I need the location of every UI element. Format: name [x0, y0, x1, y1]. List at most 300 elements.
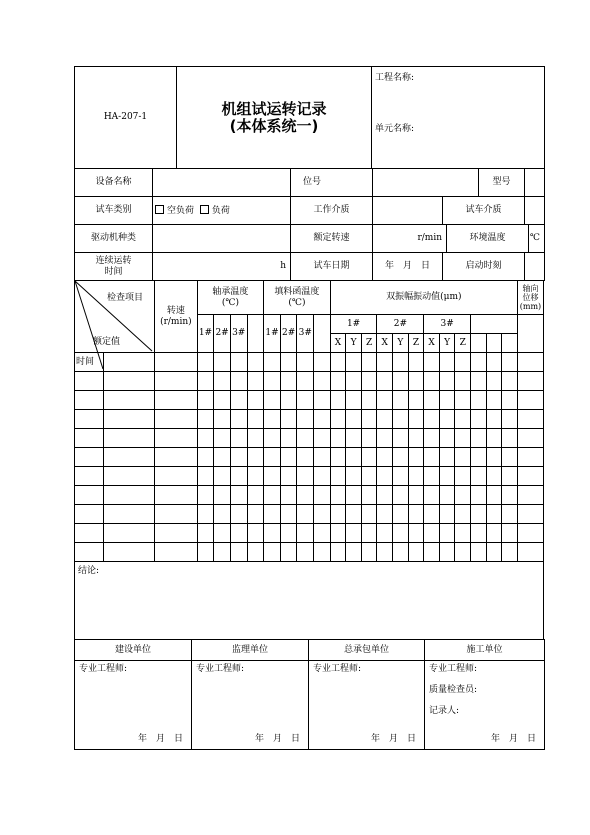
recorder-label: 记录人:: [429, 706, 460, 716]
grid-cell[interactable]: [155, 467, 198, 486]
grid-cell[interactable]: [104, 524, 155, 543]
date-3: 年 月 日: [370, 734, 416, 744]
grid-cell[interactable]: [280, 524, 297, 543]
grid-cell[interactable]: [104, 467, 155, 486]
grid-cell[interactable]: [471, 505, 487, 524]
grid-cell[interactable]: [408, 353, 424, 372]
grid-cell[interactable]: [314, 353, 331, 372]
grid-cell[interactable]: [197, 353, 214, 372]
grid-cell[interactable]: [264, 505, 281, 524]
grid-cell[interactable]: [517, 448, 543, 467]
grid-cell[interactable]: [424, 543, 440, 562]
grid-cell[interactable]: [486, 543, 502, 562]
grid-cell[interactable]: [455, 467, 471, 486]
grid-cell[interactable]: [346, 448, 362, 467]
grid-cell[interactable]: [424, 372, 440, 391]
grid-cell[interactable]: [455, 372, 471, 391]
supervision-unit-sign[interactable]: [192, 661, 309, 750]
grid-cell[interactable]: [486, 391, 502, 410]
grid-cell[interactable]: [393, 505, 409, 524]
grid-cell[interactable]: [197, 372, 214, 391]
grid-cell[interactable]: [393, 448, 409, 467]
grid-cell[interactable]: [247, 486, 264, 505]
grid-cell[interactable]: [361, 372, 377, 391]
grid-cell[interactable]: [424, 505, 440, 524]
grid-cell[interactable]: [361, 524, 377, 543]
grid-cell[interactable]: [330, 353, 346, 372]
grid-cell[interactable]: [455, 391, 471, 410]
grid-cell[interactable]: [517, 524, 543, 543]
grid-cell[interactable]: [247, 429, 264, 448]
grid-cell[interactable]: [314, 524, 331, 543]
grid-cell[interactable]: [214, 391, 231, 410]
grid-cell[interactable]: [377, 353, 393, 372]
grid-cell[interactable]: [314, 429, 331, 448]
grid-cell[interactable]: [104, 448, 155, 467]
grid-cell[interactable]: [471, 486, 487, 505]
grid-cell[interactable]: [214, 505, 231, 524]
grid-cell[interactable]: [517, 467, 543, 486]
grid-cell[interactable]: [393, 429, 409, 448]
grid-cell[interactable]: [75, 429, 104, 448]
grid-cell[interactable]: [393, 467, 409, 486]
load-checkbox[interactable]: [200, 205, 209, 214]
grid-cell[interactable]: [75, 486, 104, 505]
grid-cell[interactable]: [502, 391, 518, 410]
grid-cell[interactable]: [517, 429, 543, 448]
grid-cell[interactable]: [280, 410, 297, 429]
grid-cell[interactable]: [297, 410, 314, 429]
grid-cell[interactable]: [346, 410, 362, 429]
grid-cell[interactable]: [377, 486, 393, 505]
grid-cell[interactable]: [377, 429, 393, 448]
grid-cell[interactable]: [247, 505, 264, 524]
grid-cell[interactable]: [297, 486, 314, 505]
grid-cell[interactable]: [314, 543, 331, 562]
grid-cell[interactable]: [280, 353, 297, 372]
grid-cell[interactable]: [214, 524, 231, 543]
grid-cell[interactable]: [486, 505, 502, 524]
grid-cell[interactable]: [502, 486, 518, 505]
grid-cell[interactable]: [471, 353, 487, 372]
grid-cell[interactable]: [104, 486, 155, 505]
project-unit-cell[interactable]: [372, 67, 545, 169]
grid-cell[interactable]: [247, 543, 264, 562]
grid-cell[interactable]: [280, 391, 297, 410]
grid-cell[interactable]: [393, 524, 409, 543]
grid-cell[interactable]: [230, 372, 247, 391]
grid-cell[interactable]: [197, 429, 214, 448]
grid-cell[interactable]: [424, 353, 440, 372]
grid-cell[interactable]: [155, 410, 198, 429]
grid-cell[interactable]: [280, 429, 297, 448]
grid-cell[interactable]: [361, 543, 377, 562]
grid-cell[interactable]: [330, 448, 346, 467]
grid-cell[interactable]: [197, 410, 214, 429]
grid-cell[interactable]: [264, 429, 281, 448]
grid-cell[interactable]: [424, 391, 440, 410]
grid-cell[interactable]: [455, 543, 471, 562]
grid-cell[interactable]: [247, 391, 264, 410]
grid-cell[interactable]: [314, 391, 331, 410]
grid-cell[interactable]: [346, 429, 362, 448]
grid-cell[interactable]: [408, 467, 424, 486]
continuous-run-hours[interactable]: h: [153, 253, 291, 281]
grid-cell[interactable]: [408, 486, 424, 505]
grid-cell[interactable]: [424, 467, 440, 486]
grid-cell[interactable]: [377, 467, 393, 486]
grid-cell[interactable]: [214, 372, 231, 391]
grid-cell[interactable]: [280, 505, 297, 524]
grid-cell[interactable]: [280, 448, 297, 467]
grid-cell[interactable]: [280, 467, 297, 486]
grid-cell[interactable]: [75, 410, 104, 429]
grid-cell[interactable]: [197, 486, 214, 505]
grid-cell[interactable]: [75, 391, 104, 410]
grid-cell[interactable]: [361, 448, 377, 467]
grid-cell[interactable]: [424, 448, 440, 467]
grid-cell[interactable]: [502, 524, 518, 543]
grid-cell[interactable]: [346, 391, 362, 410]
grid-cell[interactable]: [280, 486, 297, 505]
grid-cell[interactable]: [214, 448, 231, 467]
grid-cell[interactable]: [361, 353, 377, 372]
equipment-name-value[interactable]: [153, 169, 291, 197]
start-time-value[interactable]: [525, 253, 545, 280]
grid-cell[interactable]: [330, 543, 346, 562]
grid-cell[interactable]: [455, 524, 471, 543]
grid-cell[interactable]: [471, 524, 487, 543]
grid-cell[interactable]: [247, 448, 264, 467]
grid-cell[interactable]: [408, 524, 424, 543]
grid-cell[interactable]: [247, 372, 264, 391]
grid-cell[interactable]: [264, 353, 281, 372]
grid-cell[interactable]: [393, 372, 409, 391]
grid-cell[interactable]: [297, 372, 314, 391]
grid-cell[interactable]: [264, 372, 281, 391]
conclusion-cell[interactable]: [75, 562, 544, 640]
grid-cell[interactable]: [393, 543, 409, 562]
grid-cell[interactable]: [439, 486, 455, 505]
grid-cell[interactable]: [502, 467, 518, 486]
grid-cell[interactable]: [330, 372, 346, 391]
grid-cell[interactable]: [75, 467, 104, 486]
grid-cell[interactable]: [346, 505, 362, 524]
grid-cell[interactable]: [314, 372, 331, 391]
grid-cell[interactable]: [502, 429, 518, 448]
grid-cell[interactable]: [197, 524, 214, 543]
grid-cell[interactable]: [486, 486, 502, 505]
grid-cell[interactable]: [486, 524, 502, 543]
grid-cell[interactable]: [330, 524, 346, 543]
grid-cell[interactable]: [408, 505, 424, 524]
grid-cell[interactable]: [247, 524, 264, 543]
grid-cell[interactable]: [361, 410, 377, 429]
grid-cell[interactable]: [439, 448, 455, 467]
engineer-label-4: 专业工程师:: [429, 664, 478, 674]
grid-cell[interactable]: [471, 543, 487, 562]
grid-cell[interactable]: [230, 429, 247, 448]
grid-cell[interactable]: [346, 467, 362, 486]
grid-cell[interactable]: [297, 353, 314, 372]
grid-cell[interactable]: [502, 505, 518, 524]
grid-cell[interactable]: [361, 467, 377, 486]
grid-cell[interactable]: [517, 505, 543, 524]
grid-cell[interactable]: [197, 543, 214, 562]
grid-cell[interactable]: [155, 486, 198, 505]
grid-cell[interactable]: [75, 372, 104, 391]
grid-cell[interactable]: [230, 448, 247, 467]
grid-cell[interactable]: [155, 429, 198, 448]
grid-cell[interactable]: [280, 543, 297, 562]
grid-cell[interactable]: [314, 410, 331, 429]
grid-cell[interactable]: [314, 467, 331, 486]
grid-cell[interactable]: [361, 486, 377, 505]
grid-cell[interactable]: [297, 524, 314, 543]
grid-cell[interactable]: [197, 391, 214, 410]
grid-cell[interactable]: [439, 353, 455, 372]
grid-cell[interactable]: [346, 524, 362, 543]
construction-company-sign[interactable]: [425, 661, 545, 750]
grid-cell[interactable]: [346, 353, 362, 372]
grid-cell[interactable]: [330, 505, 346, 524]
grid-cell[interactable]: [471, 410, 487, 429]
ambient-temp-unit[interactable]: ℃: [529, 233, 540, 243]
grid-cell[interactable]: [377, 372, 393, 391]
grid-cell[interactable]: [264, 486, 281, 505]
grid-cell[interactable]: [264, 467, 281, 486]
grid-cell[interactable]: [424, 429, 440, 448]
grid-cell[interactable]: [214, 543, 231, 562]
grid-cell[interactable]: [330, 429, 346, 448]
grid-cell[interactable]: [471, 467, 487, 486]
grid-cell[interactable]: [439, 429, 455, 448]
grid-cell[interactable]: [155, 524, 198, 543]
packing-2-header: 2#: [280, 315, 297, 353]
grid-cell[interactable]: [439, 524, 455, 543]
grid-cell[interactable]: [297, 467, 314, 486]
grid-cell[interactable]: [486, 467, 502, 486]
grid-cell[interactable]: [439, 505, 455, 524]
grid-cell[interactable]: [486, 448, 502, 467]
rated-speed-unit[interactable]: r/min: [373, 225, 447, 252]
grid-cell[interactable]: [408, 543, 424, 562]
no-load-checkbox[interactable]: [155, 205, 164, 214]
grid-cell[interactable]: [297, 391, 314, 410]
grid-cell[interactable]: [264, 543, 281, 562]
table-row: [75, 467, 544, 486]
grid-cell[interactable]: [104, 505, 155, 524]
grid-cell[interactable]: [104, 372, 155, 391]
grid-cell[interactable]: [230, 353, 247, 372]
grid-cell[interactable]: [502, 353, 518, 372]
grid-cell[interactable]: [439, 372, 455, 391]
grid-cell[interactable]: [455, 448, 471, 467]
grid-cell[interactable]: [297, 429, 314, 448]
grid-cell[interactable]: [330, 467, 346, 486]
position-value[interactable]: [373, 169, 479, 196]
grid-cell[interactable]: [471, 391, 487, 410]
grid-cell[interactable]: [377, 391, 393, 410]
drive-type-value[interactable]: [153, 225, 291, 253]
grid-cell[interactable]: [155, 353, 198, 372]
grid-cell[interactable]: [264, 448, 281, 467]
grid-cell[interactable]: [408, 391, 424, 410]
grid-cell[interactable]: [486, 410, 502, 429]
grid-cell[interactable]: [408, 429, 424, 448]
grid-cell[interactable]: [455, 505, 471, 524]
grid-cell[interactable]: [297, 448, 314, 467]
grid-cell[interactable]: [377, 543, 393, 562]
grid-cell[interactable]: [155, 391, 198, 410]
grid-cell[interactable]: [439, 391, 455, 410]
grid-cell[interactable]: [330, 486, 346, 505]
grid-cell[interactable]: [502, 410, 518, 429]
grid-cell[interactable]: [408, 410, 424, 429]
grid-cell[interactable]: [214, 467, 231, 486]
grid-cell[interactable]: [247, 410, 264, 429]
grid-cell[interactable]: [230, 486, 247, 505]
grid-cell[interactable]: [214, 486, 231, 505]
grid-cell[interactable]: [424, 486, 440, 505]
grid-cell[interactable]: [455, 486, 471, 505]
form-title: [177, 67, 372, 169]
grid-cell[interactable]: [346, 543, 362, 562]
trial-medium-value[interactable]: [525, 197, 545, 224]
construction-unit-sign[interactable]: [75, 661, 192, 750]
grid-cell[interactable]: [314, 448, 331, 467]
grid-cell[interactable]: [517, 353, 543, 372]
grid-cell[interactable]: [502, 448, 518, 467]
packing-temp-line2: (℃): [288, 297, 306, 308]
grid-cell[interactable]: [314, 505, 331, 524]
grid-cell[interactable]: [361, 391, 377, 410]
grid-cell[interactable]: [377, 410, 393, 429]
grid-cell[interactable]: [408, 372, 424, 391]
grid-cell[interactable]: [517, 543, 543, 562]
grid-cell[interactable]: [264, 391, 281, 410]
drive-type-label: 驱动机种类: [75, 225, 153, 253]
grid-cell[interactable]: [517, 486, 543, 505]
grid-cell[interactable]: [455, 429, 471, 448]
grid-cell[interactable]: [197, 505, 214, 524]
grid-cell[interactable]: [230, 524, 247, 543]
grid-cell[interactable]: [517, 410, 543, 429]
grid-cell[interactable]: [486, 353, 502, 372]
grid-cell[interactable]: [502, 372, 518, 391]
working-medium-value[interactable]: [373, 197, 443, 224]
grid-cell[interactable]: [517, 372, 543, 391]
trial-date-value[interactable]: 年 月 日: [373, 253, 443, 280]
grid-cell[interactable]: [502, 543, 518, 562]
grid-cell[interactable]: [424, 410, 440, 429]
grid-cell[interactable]: [346, 486, 362, 505]
vib-extra-header: [471, 315, 518, 334]
title-line-2: (本体系统一): [229, 116, 319, 135]
grid-cell[interactable]: [330, 391, 346, 410]
grid-cell[interactable]: [280, 372, 297, 391]
grid-cell[interactable]: [377, 505, 393, 524]
grid-cell[interactable]: [104, 391, 155, 410]
grid-cell[interactable]: [346, 372, 362, 391]
grid-cell[interactable]: [75, 524, 104, 543]
grid-cell[interactable]: [439, 467, 455, 486]
grid-cell[interactable]: [155, 372, 198, 391]
grid-cell[interactable]: [264, 524, 281, 543]
continuous-run-line1: 连续运转: [95, 255, 132, 266]
grid-cell[interactable]: [471, 372, 487, 391]
grid-cell[interactable]: [214, 353, 231, 372]
grid-cell[interactable]: [486, 429, 502, 448]
grid-cell[interactable]: [75, 543, 104, 562]
grid-cell[interactable]: [330, 410, 346, 429]
grid-cell[interactable]: [104, 429, 155, 448]
grid-cell[interactable]: [455, 353, 471, 372]
grid-cell[interactable]: [361, 505, 377, 524]
grid-cell[interactable]: [230, 467, 247, 486]
grid-cell[interactable]: [214, 410, 231, 429]
grid-cell[interactable]: [424, 524, 440, 543]
grid-cell[interactable]: [104, 543, 155, 562]
grid-cell[interactable]: [471, 429, 487, 448]
grid-cell[interactable]: [155, 505, 198, 524]
grid-cell[interactable]: [439, 410, 455, 429]
grid-cell[interactable]: [230, 543, 247, 562]
grid-cell[interactable]: [197, 467, 214, 486]
grid-cell[interactable]: [439, 543, 455, 562]
grid-cell[interactable]: [455, 410, 471, 429]
packing-3-header: 3#: [297, 315, 314, 353]
grid-cell[interactable]: [230, 391, 247, 410]
general-contractor-sign[interactable]: [309, 661, 425, 750]
grid-cell[interactable]: [486, 372, 502, 391]
grid-cell[interactable]: [471, 448, 487, 467]
grid-cell[interactable]: [361, 429, 377, 448]
speed-header-line2: (r/min): [160, 316, 192, 327]
model-value[interactable]: [525, 169, 545, 196]
grid-cell[interactable]: [408, 448, 424, 467]
grid-cell[interactable]: [517, 391, 543, 410]
continuous-run-line2: 时间: [104, 266, 123, 277]
grid-cell[interactable]: [230, 410, 247, 429]
grid-cell[interactable]: [393, 353, 409, 372]
grid-cell[interactable]: [377, 448, 393, 467]
grid-cell[interactable]: [247, 353, 264, 372]
grid-cell[interactable]: [155, 448, 198, 467]
grid-cell[interactable]: [264, 410, 281, 429]
grid-cell[interactable]: [247, 467, 264, 486]
grid-cell[interactable]: [297, 543, 314, 562]
grid-cell[interactable]: [75, 505, 104, 524]
signature-table: [74, 639, 545, 750]
grid-cell[interactable]: [393, 391, 409, 410]
grid-cell[interactable]: [230, 505, 247, 524]
grid-cell[interactable]: [393, 486, 409, 505]
grid-cell[interactable]: [104, 410, 155, 429]
grid-cell[interactable]: [155, 543, 198, 562]
vib-1-y: Y: [346, 334, 362, 353]
grid-cell[interactable]: [297, 505, 314, 524]
grid-cell[interactable]: [393, 410, 409, 429]
load-label: 负荷: [211, 205, 230, 216]
grid-body: [75, 353, 544, 562]
grid-cell[interactable]: [377, 524, 393, 543]
table-row: [75, 524, 544, 543]
grid-cell[interactable]: [314, 486, 331, 505]
grid-cell[interactable]: [197, 448, 214, 467]
grid-cell[interactable]: [75, 448, 104, 467]
grid-cell[interactable]: [214, 429, 231, 448]
